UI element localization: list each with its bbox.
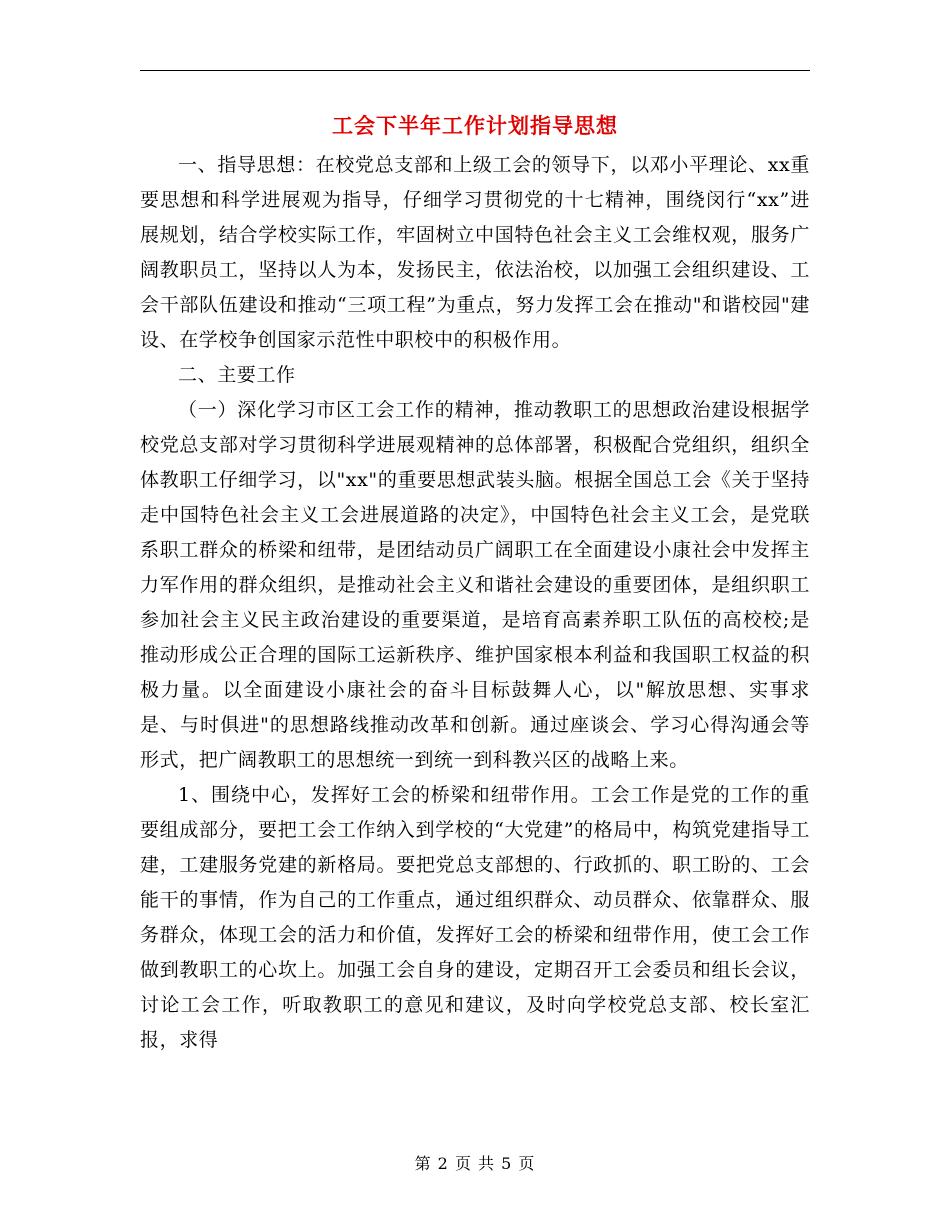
paragraph-item-one: 1、围绕中心，发挥好工会的桥梁和纽带作用。工会工作是党的工作的重要组成部分，要把工会工作纳入到学校的“大党建”的格局中，构筑党建指导工建，工建服务党建的新格局。要把党总支部想的、行政抓的、职工盼的、工会能干的事情，作为自己的工作重点，通过组织群众、动员群众、依靠群众、服务群众，体现工会的活力和价值，发挥好工会的桥梁和纽带作用，使工会工作做到教职工的心坎上。加强工会自身的建设，定期召开工会委员和组长会议，讨论工会工作，听取教职工的意见和建议，及时向学校党总支部、校长室汇报，求得 — [140, 784, 810, 1051]
paragraph-section-one: （一）深化学习市区工会工作的精神，推动教职工的思想政治建设根据学校党总支部对学习贯彻科学进展观精神的总体部署，积极配合党组织，组织全体教职工仔细学习，以"xx"的重要思想武装头脑。根据全国总工会《关于坚持走中国特色社会主义工会进展道路的决定》，中国特色社会主义工会，是党联系职工群众的桥梁和纽带，是团结动员广阔职工在全面建设小康社会中发挥主力军作用的群众组织，是推动社会主义和谐社会建设的重要团体，是组织职工参加社会主义民主政治建设的重要渠道，是培育高素养职工队伍的高校校;是推动形成公正合理的国际工运新秩序、维护国家根本利益和我国职工权益的积极力量。以全面建设小康社会的奋斗目标鼓舞人心，以"解放思想、实事求是、与时俱进"的思想路线推动改革和创新。通过座谈会、学习心得沟通会等形式，把广阔教职工的思想统一到统一到科教兴区的战略上来。 — [140, 399, 810, 771]
paragraph-guiding-thought: 一、指导思想：在校党总支部和上级工会的领导下，以邓小平理论、xx重要思想和科学进展观为指导，仔细学习贯彻党的十七精神，围绕闵行“xx”进展规划，结合学校实际工作，牢固树立中国特色社会主义工会维权观，服务广阔教职员工，坚持以人为本，发扬民主，依法治校，以加强工会组织建设、工会干部队伍建设和推动“三项工程”为重点，努力发挥工会在推动"和谐校园"建设、在学校争创国家示范性中职校中的积极作用。 — [140, 154, 810, 351]
header-rule — [140, 70, 810, 71]
paragraph-main-work-heading: 二、主要工作 — [178, 364, 296, 386]
page-number-footer: 第 2 页 共 5 页 — [414, 1154, 536, 1173]
document-body — [140, 148, 810, 1058]
document-title: 工会下半年工作计划指导思想 — [332, 113, 618, 138]
